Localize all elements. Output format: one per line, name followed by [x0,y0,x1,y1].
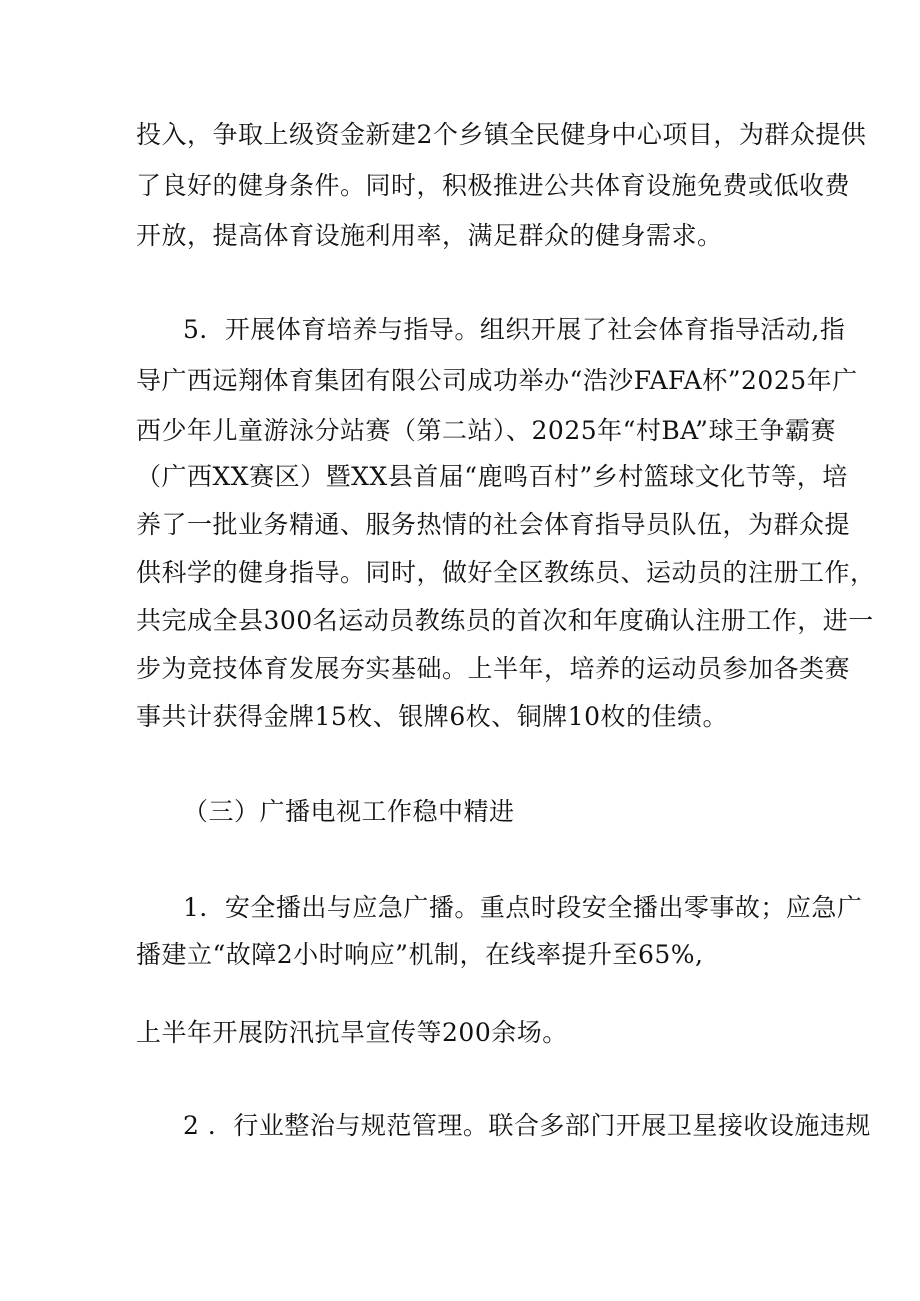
text-line: 共完成全县300名运动员教练员的首次和年度确认注册工作，进一 [136,606,874,635]
text-line: 5．开展体育培养与指导。组织开展了社会体育指导活动,指 [183,315,846,344]
text-line: 1．安全播出与应急广播。重点时段安全播出零事故；应急广 [183,893,863,922]
text-line: （广西XX赛区）暨XX县首届“鹿鸣百村”乡村篮球文化节等，培 [136,462,848,491]
text-line: 了良好的健身条件。同时，积极推进公共体育设施免费或低收费 [136,171,851,200]
text-line: 西少年儿童游泳分站赛（第二站）、2025年“村BA”球王争霸赛 [136,416,836,445]
text-line: 供科学的健身指导。同时，做好全区教练员、运动员的注册工作， [136,558,876,587]
text-line: 上半年开展防汛抗旱宣传等200余场。 [136,1018,568,1047]
text-line: 播建立“故障2小时响应”机制，在线率提升至65%, [136,940,704,969]
text-line: 2 ．行业整治与规范管理。联合多部门开展卫星接收设施违规 [183,1111,871,1140]
section-heading: （三）广播电视工作稳中精进 [183,797,515,826]
text-line: 开放，提高体育设施利用率，满足群众的健身需求。 [136,221,723,250]
text-line: 投入，争取上级资金新建2个乡镇全民健身中心项目，为群众提供 [136,120,867,149]
text-line: 事共计获得金牌15枚、银牌6枚、铜牌10枚的佳绩。 [136,702,729,731]
text-line: 导广西远翔体育集团有限公司成功举办“浩沙FAFA杯”2025年广 [136,366,858,395]
text-line: 养了一批业务精通、服务热情的社会体育指导员队伍，为群众提 [136,510,851,539]
text-line: 步为竞技体育发展夯实基础。上半年，培养的运动员参加各类赛 [136,654,851,683]
